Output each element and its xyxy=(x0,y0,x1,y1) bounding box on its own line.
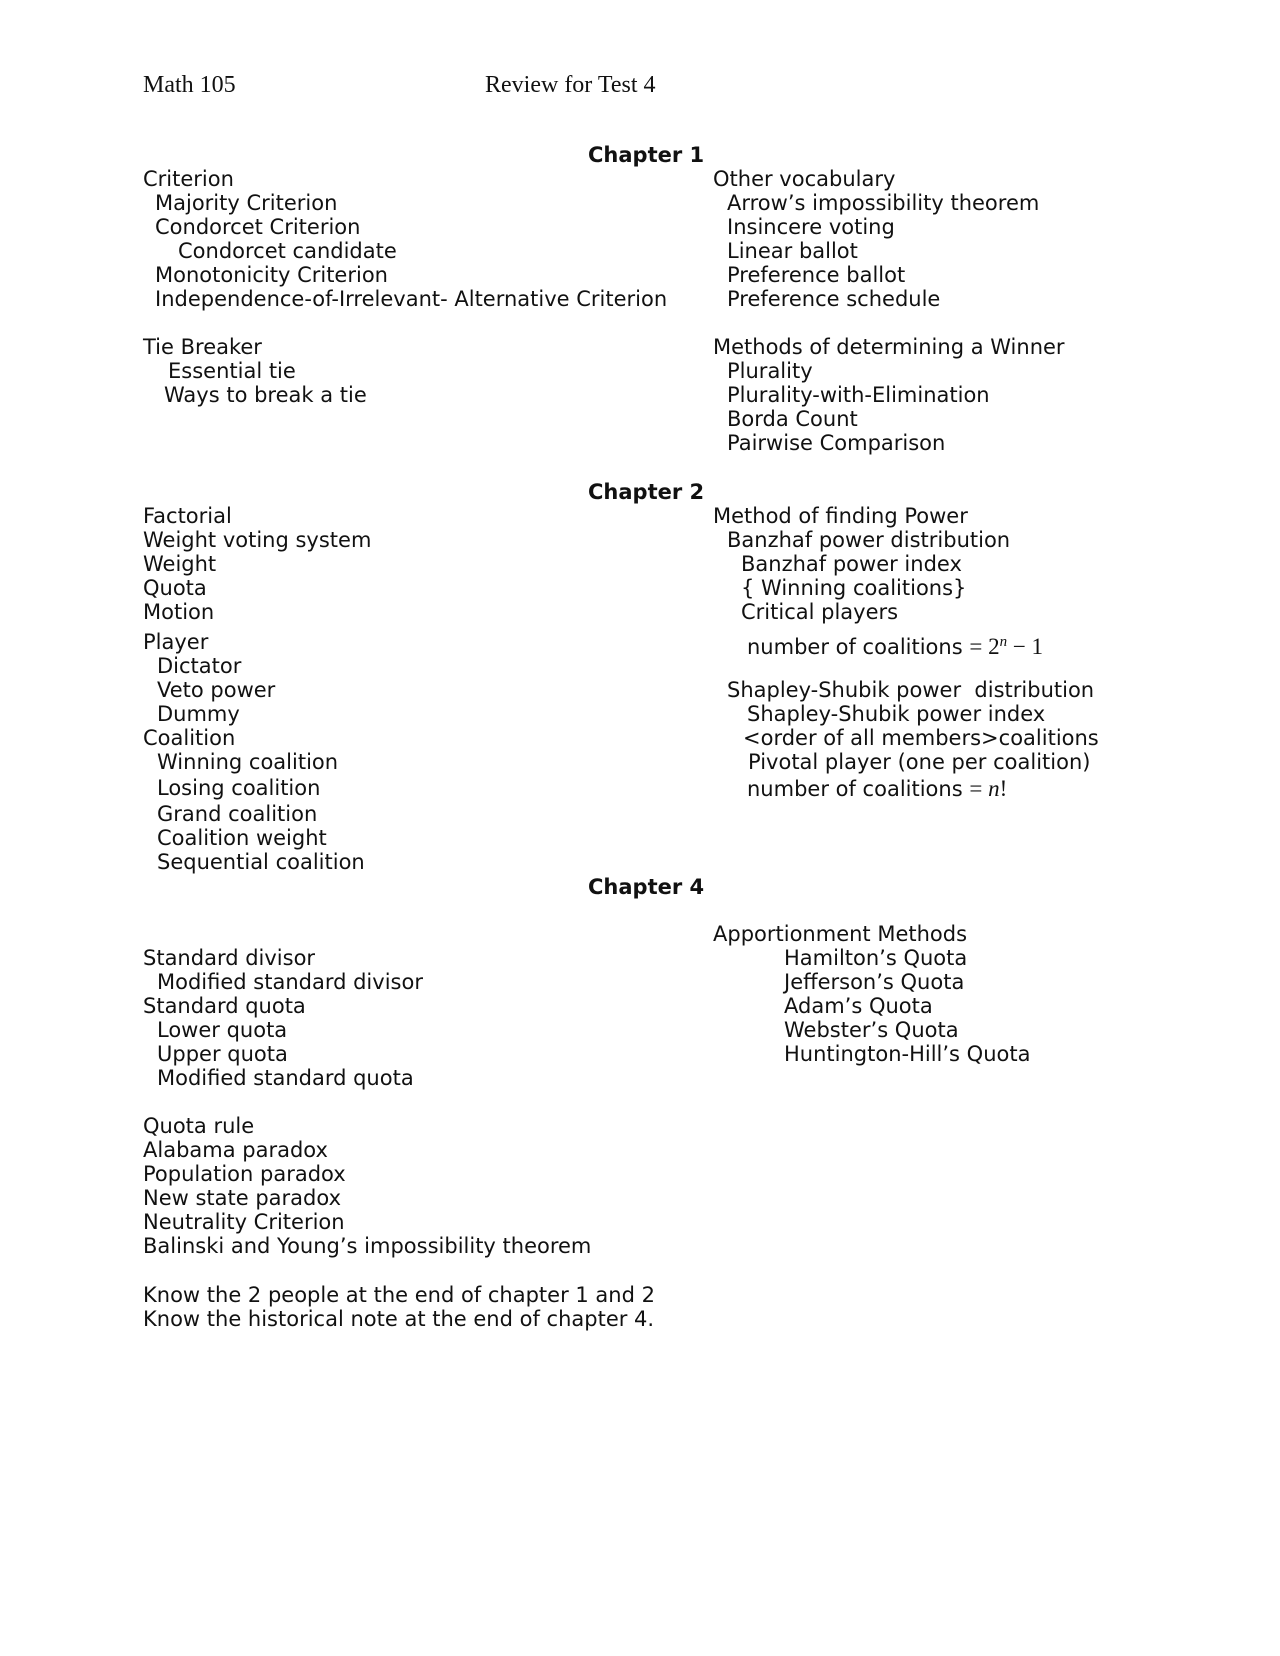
motion: Motion xyxy=(143,600,215,624)
population-paradox: Population paradox xyxy=(143,1162,346,1186)
winning-coalition: Winning coalition xyxy=(157,750,339,774)
chapter-2-heading: Chapter 2 xyxy=(588,480,705,504)
critical-players: Critical players xyxy=(741,600,899,624)
tie-breaker-label: Tie Breaker xyxy=(143,335,262,359)
method-finding-power: Method of finding Power xyxy=(713,504,968,528)
shapley-distribution: Shapley-Shubik power distribution xyxy=(727,678,1095,702)
condorcet-candidate: Condorcet candidate xyxy=(178,239,397,263)
banzhaf-index: Banzhaf power index xyxy=(741,552,962,576)
preference-ballot: Preference ballot xyxy=(727,263,906,287)
insincere-voting: Insincere voting xyxy=(727,215,895,239)
balinski-young-theorem: Balinski and Young’s impossibility theorem xyxy=(143,1234,592,1258)
note-people: Know the 2 people at the end of chapter 1 and 2 xyxy=(143,1283,655,1307)
winning-coalitions-set: { Winning coalitions} xyxy=(741,576,967,600)
webster-quota: Webster’s Quota xyxy=(784,1018,959,1042)
alabama-paradox: Alabama paradox xyxy=(143,1138,328,1162)
hamilton-quota: Hamilton’s Quota xyxy=(784,946,968,970)
coalition-count-label: number of coalitions xyxy=(747,777,963,801)
page-title: Review for Test 4 xyxy=(485,72,656,98)
borda-count: Borda Count xyxy=(727,407,858,431)
coalition: Coalition xyxy=(143,726,236,750)
methods-label: Methods of determining a Winner xyxy=(713,335,1065,359)
arrows-theorem: Arrow’s impossibility theorem xyxy=(727,191,1040,215)
ways-to-break-tie: Ways to break a tie xyxy=(164,383,367,407)
monotonicity-criterion: Monotonicity Criterion xyxy=(155,263,388,287)
chapter-4-heading: Chapter 4 xyxy=(588,875,705,899)
preference-schedule: Preference schedule xyxy=(727,287,941,311)
note-historical: Know the historical note at the end of chapter 4. xyxy=(143,1307,655,1331)
formula-equals: = xyxy=(969,776,989,801)
grand-coalition: Grand coalition xyxy=(157,802,318,826)
upper-quota: Upper quota xyxy=(157,1042,288,1066)
neutrality-criterion: Neutrality Criterion xyxy=(143,1210,345,1234)
plurality: Plurality xyxy=(727,359,813,383)
coalition-count-formula-1 xyxy=(747,630,1043,660)
losing-coalition: Losing coalition xyxy=(157,776,321,800)
ordered-coalitions: <order of all members>coalitions xyxy=(743,726,1099,750)
new-state-paradox: New state paradox xyxy=(143,1186,342,1210)
shapley-index: Shapley-Shubik power index xyxy=(747,702,1046,726)
other-vocabulary-label: Other vocabulary xyxy=(713,167,896,191)
weight: Weight xyxy=(143,552,217,576)
coalition-weight: Coalition weight xyxy=(157,826,327,850)
standard-divisor: Standard divisor xyxy=(143,946,316,970)
iia-criterion: Independence-of-Irrelevant- Alternative Criterion xyxy=(155,287,668,311)
pairwise-comparison: Pairwise Comparison xyxy=(727,431,946,455)
modified-standard-quota: Modified standard quota xyxy=(157,1066,414,1090)
quota-rule: Quota rule xyxy=(143,1114,255,1138)
adam-quota: Adam’s Quota xyxy=(784,994,933,1018)
formula-exponent: n xyxy=(999,634,1008,650)
linear-ballot: Linear ballot xyxy=(727,239,858,263)
dummy: Dummy xyxy=(157,702,240,726)
criterion-label: Criterion xyxy=(143,167,234,191)
plurality-with-elimination: Plurality-with-Elimination xyxy=(727,383,990,407)
lower-quota: Lower quota xyxy=(157,1018,288,1042)
essential-tie: Essential tie xyxy=(168,359,296,383)
standard-quota: Standard quota xyxy=(143,994,306,1018)
coalition-count-formula-2 xyxy=(747,776,1007,802)
chapter-1-heading: Chapter 1 xyxy=(588,143,705,167)
condorcet-criterion: Condorcet Criterion xyxy=(155,215,361,239)
banzhaf-distribution: Banzhaf power distribution xyxy=(727,528,1011,552)
majority-criterion: Majority Criterion xyxy=(155,191,338,215)
coalition-count-label: number of coalitions xyxy=(747,635,963,659)
weight-voting-system: Weight voting system xyxy=(143,528,372,552)
formula-variable: n xyxy=(988,776,1000,801)
sequential-coalition: Sequential coalition xyxy=(157,850,365,874)
veto-power: Veto power xyxy=(157,678,276,702)
quota: Quota xyxy=(143,576,207,600)
dictator: Dictator xyxy=(157,654,242,678)
factorial: Factorial xyxy=(143,504,232,528)
formula-minus-one: − 1 xyxy=(1007,634,1044,659)
jefferson-quota: Jefferson’s Quota xyxy=(784,970,965,994)
formula-factorial: ! xyxy=(999,776,1008,801)
course-label: Math 105 xyxy=(143,72,236,98)
huntington-hill-quota: Huntington-Hill’s Quota xyxy=(784,1042,1031,1066)
apportionment-methods-label: Apportionment Methods xyxy=(713,922,968,946)
modified-standard-divisor: Modified standard divisor xyxy=(157,970,423,994)
pivotal-player: Pivotal player (one per coalition) xyxy=(748,750,1091,774)
player: Player xyxy=(143,630,209,654)
formula-power-base: = 2 xyxy=(969,634,1000,659)
